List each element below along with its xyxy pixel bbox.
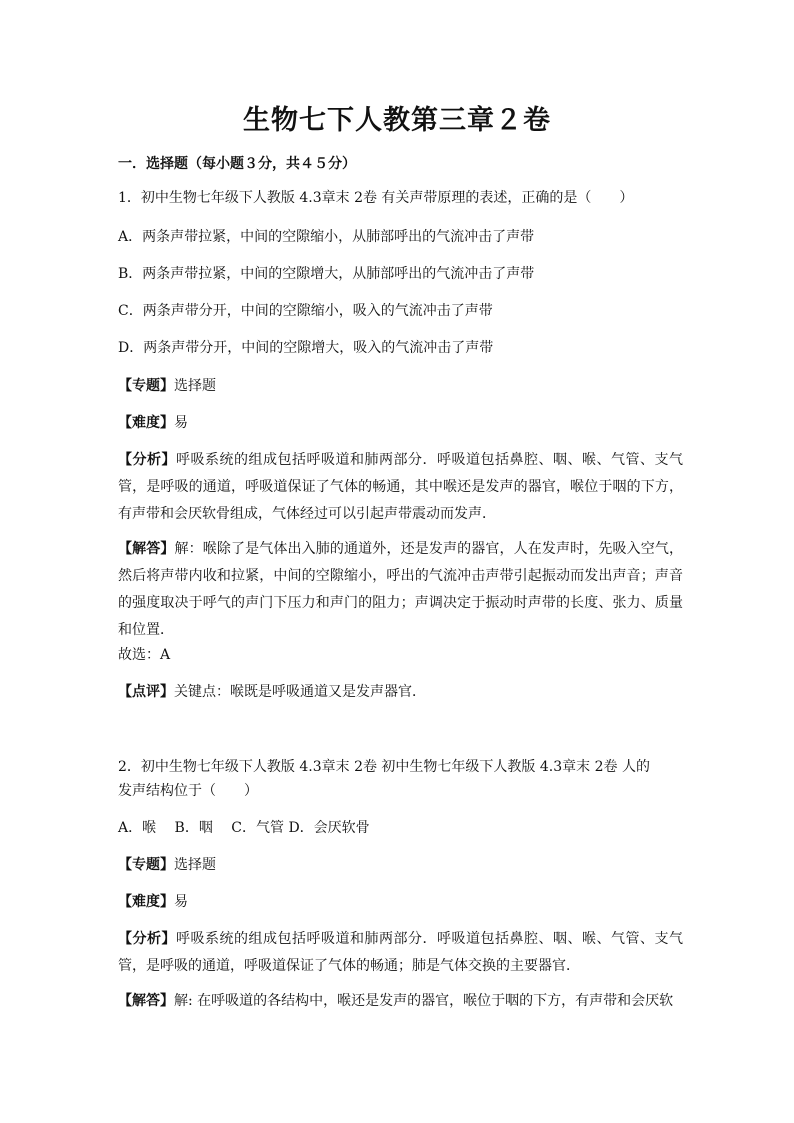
difficulty-label: 【难度】 <box>118 894 174 910</box>
question-1-option-a: A．两条声带拉紧，中间的空隙缩小，从肺部呼出的气流冲击了声带 <box>118 229 535 245</box>
topic-value: 选择题 <box>174 378 216 394</box>
solution-label: 【解答】 <box>118 541 175 557</box>
difficulty-value: 易 <box>174 415 188 431</box>
question-2-analysis <box>118 926 683 980</box>
question-1-stem: 1．初中生物七年级下人教版 4.3章末 2卷 有关声带原理的表述，正确的是（ ） <box>118 190 634 206</box>
topic-label: 【专题】 <box>118 857 174 873</box>
question-1-option-b: B．两条声带拉紧，中间的空隙增大，从肺部呼出的气流冲击了声带 <box>118 266 535 282</box>
question-2-stem-line-2: 发声结构位于（ ） <box>118 783 258 799</box>
analysis-label: 【分析】 <box>118 452 176 468</box>
solution-text: 解：喉除了是气体出入肺的通道外，还是发声的器官，人在发声时，先吸入空气，然后将声带内收和拉紧，中间的空隙缩小，呼出的气流冲击声带引起振动而发出声音；声音的强度取决于呼气的声门下压力和声门的阻力；声调决定于振动时声带的长度、张力、质量和位置． <box>118 541 684 638</box>
analysis-text: 呼吸系统的组成包括呼吸道和肺两部分．呼吸道包括鼻腔、咽、喉、气管、支气管，是呼吸的通道，呼吸道保证了气体的畅通，其中喉还是发声的器官，喉位于咽的下方，有声带和会厌软骨组成，气体经过可以引起声带震动而发声． <box>118 452 683 522</box>
section-heading: 一．选择题（每小题３分，共４５分） <box>118 156 356 172</box>
question-2-options: A．喉 B．咽 C．气管 D．会厌软骨 <box>118 820 370 836</box>
topic-value: 选择题 <box>174 857 216 873</box>
question-1-option-c: C．两条声带分开，中间的空隙缩小，吸入的气流冲击了声带 <box>118 303 493 319</box>
question-2-difficulty <box>118 890 683 914</box>
document-title: 生物七下人教第三章２卷 <box>243 105 551 136</box>
analysis-label: 【分析】 <box>118 931 176 947</box>
comment-label: 【点评】 <box>118 684 174 700</box>
question-1-topic <box>118 374 683 398</box>
question-1-analysis <box>118 447 683 528</box>
topic-label: 【专题】 <box>118 378 174 394</box>
question-2-stem-line-1: 2．初中生物七年级下人教版 4.3章末 2卷 初中生物七年级下人教版 4.3章末 2卷 人的 <box>118 759 650 775</box>
question-2-topic <box>118 853 683 877</box>
question-1-option-d: D．两条声带分开，中间的空隙增大，吸入的气流冲击了声带 <box>118 340 494 356</box>
comment-text: 关键点：喉既是呼吸通道又是发声器官． <box>174 684 426 700</box>
analysis-text: 呼吸系统的组成包括呼吸道和肺两部分．呼吸道包括鼻腔、咽、喉、气管、支气管，是呼吸的通道，呼吸道保证了气体的畅通；肺是气体交换的主要器官． <box>118 931 683 974</box>
difficulty-value: 易 <box>174 894 188 910</box>
solution-text: 解: 在呼吸道的各结构中，喉还是发声的器官，喉位于咽的下方，有声带和会厌软 <box>174 993 674 1009</box>
solution-label: 【解答】 <box>118 993 174 1009</box>
question-1-comment <box>118 680 683 704</box>
question-1-difficulty <box>118 411 683 435</box>
question-1-solution <box>118 536 683 644</box>
question-2-solution <box>118 989 683 1013</box>
difficulty-label: 【难度】 <box>118 415 174 431</box>
question-1-answer: 故选：A <box>118 647 171 663</box>
